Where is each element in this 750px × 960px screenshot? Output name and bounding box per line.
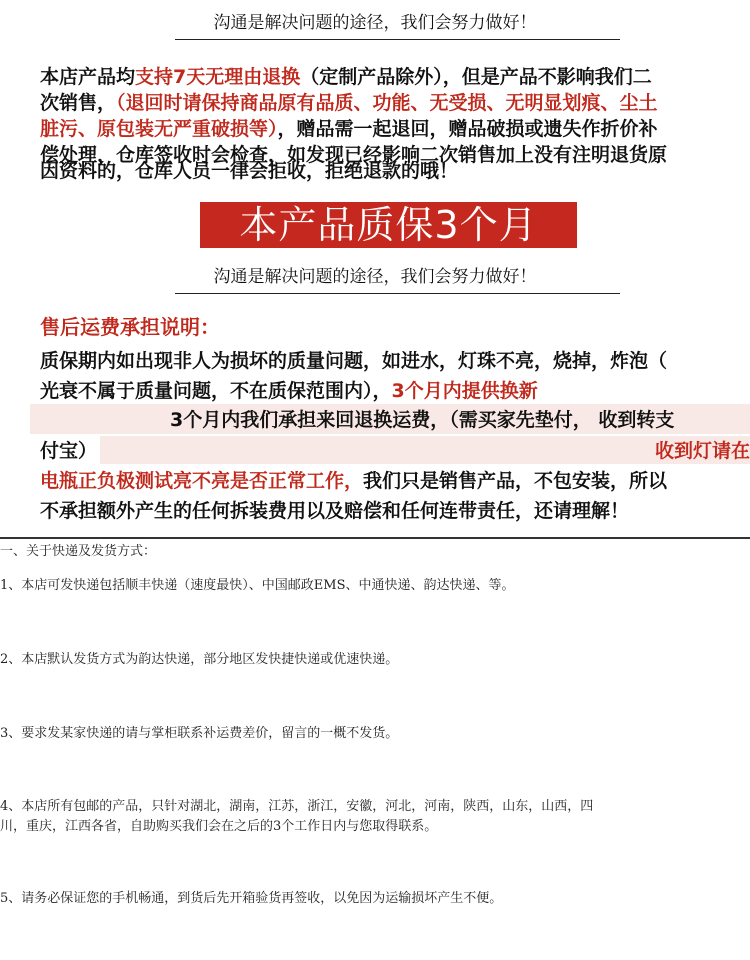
aftersale-line-4b: 收到灯请在 bbox=[655, 440, 750, 462]
returns-line-4: 偿处理，仓库签收时会检查，如发现已经影响二次销售加上没有注明退货原 bbox=[40, 144, 668, 166]
aftersale-text: 我们只是销售产品，不包安装，所以 bbox=[363, 470, 668, 492]
returns-highlight: （退回时请保持商品原有品质、功能、无受损、无明显划痕、尘土 bbox=[116, 92, 658, 114]
shipping-item-4-cont: 川，重庆，江西各省，自助购买我们会在之后的3个工作日内与您取得联系。 bbox=[0, 819, 438, 834]
returns-highlight: 支持7天无理由退换 bbox=[135, 66, 301, 88]
warranty-banner: 本产品质保3个月 bbox=[200, 202, 577, 248]
section-divider bbox=[0, 537, 750, 539]
aftersale-line-1: 质保期内如出现非人为损坏的质量问题，如进水，灯珠不亮，烧掉，炸泡（ bbox=[40, 350, 668, 372]
shipping-heading: 一、关于快递及发货方式： bbox=[0, 544, 157, 559]
aftersale-title: 售后运费承担说明： bbox=[40, 315, 220, 339]
aftersale-highlight: 电瓶正负极测试亮不亮是否正常工作， bbox=[40, 470, 364, 492]
returns-text: ，赠品需一起退回，赠品破损或遗失作折价补 bbox=[277, 118, 658, 140]
returns-text: （定制产品除外），但是产品不影响我们二 bbox=[300, 66, 652, 88]
aftersale-highlight: 3个月内提供换新 bbox=[391, 380, 538, 402]
returns-line-3 bbox=[40, 116, 658, 142]
divider-middle bbox=[175, 293, 620, 294]
returns-line-5: 因资料的，仓库人员一律会拒收，拒绝退款的哦！ bbox=[40, 160, 459, 182]
aftersale-text: 光衰不属于质量问题，不在质保范围内）， bbox=[40, 380, 392, 402]
returns-text: 本店产品均 bbox=[40, 66, 136, 88]
shipping-item-3: 3、要求发某家快递的请与掌柜联系补运费差价，留言的一概不发货。 bbox=[0, 726, 399, 741]
aftersale-line-5 bbox=[40, 468, 667, 494]
aftersale-line-6: 不承担额外产生的任何拆装费用以及赔偿和任何连带责任，还请理解！ bbox=[40, 500, 630, 522]
returns-line-2 bbox=[40, 90, 658, 116]
returns-line-1 bbox=[40, 64, 652, 90]
aftersale-line-2 bbox=[40, 378, 538, 404]
shipping-item-5: 5、请务必保证您的手机畅通，到货后先开箱验货再签收，以免因为运输损坏产生不便。 bbox=[0, 891, 503, 906]
divider-top bbox=[175, 39, 620, 40]
faded-band-2 bbox=[100, 436, 750, 464]
returns-text: 次销售， bbox=[40, 92, 117, 114]
returns-highlight: 脏污、原包装无严重破损等） bbox=[40, 118, 278, 140]
aftersale-line-4a: 付宝） bbox=[40, 440, 98, 462]
aftersale-line-3: 3个月内我们承担来回退换运费，（需买家先垫付， 收到转支 bbox=[170, 409, 675, 431]
motto-top: 沟通是解决问题的途径，我们会努力做好！ bbox=[213, 13, 537, 33]
shipping-item-2: 2、本店默认发货方式为韵达快递，部分地区发快捷快递或优速快递。 bbox=[0, 652, 399, 667]
shipping-item-1: 1、本店可发快递包括顺丰快递（速度最快）、中国邮政EMS、中通快递、韵达快递、等。 bbox=[0, 578, 515, 593]
motto-middle: 沟通是解决问题的途径，我们会努力做好！ bbox=[213, 267, 537, 287]
shipping-item-4: 4、本店所有包邮的产品，只针对湖北，湖南，江苏，浙江，安徽，河北，河南，陕西，山东，山西，四 bbox=[0, 799, 594, 814]
